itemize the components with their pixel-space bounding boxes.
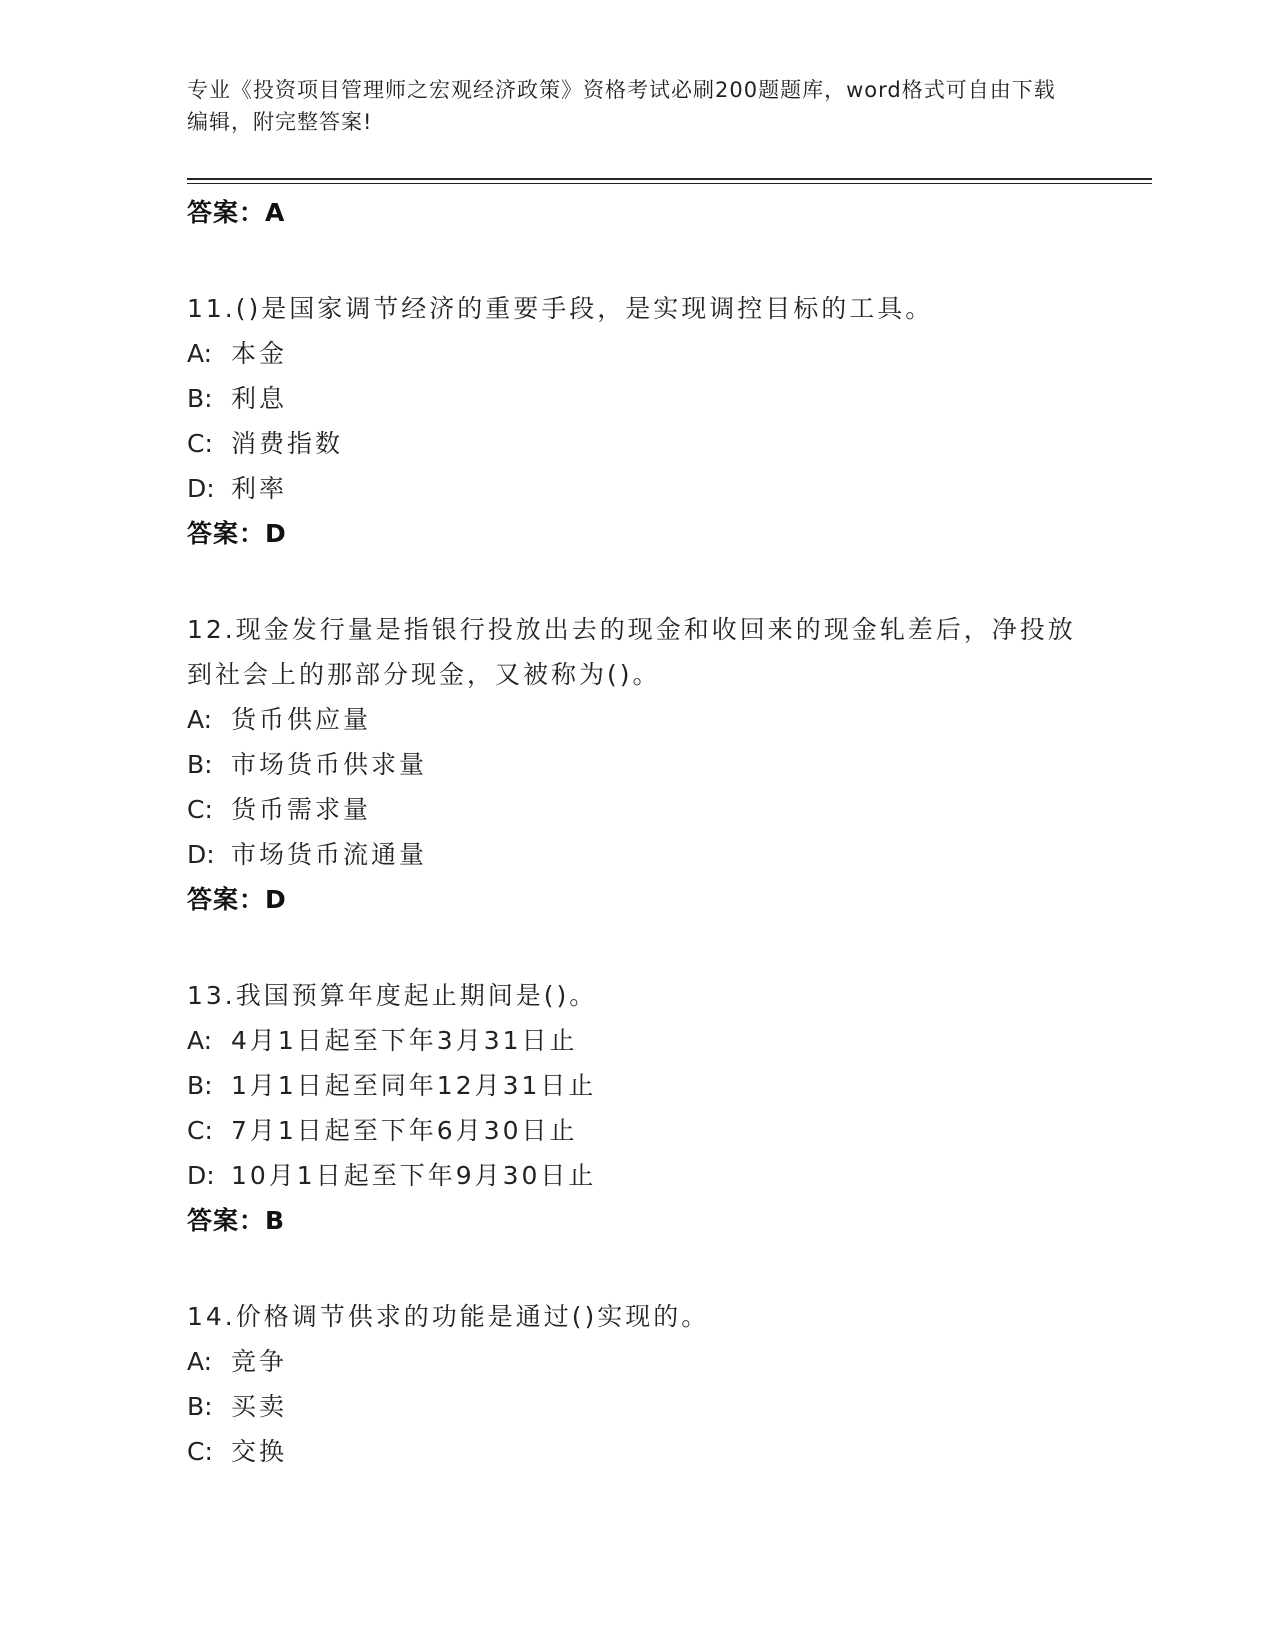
option-c [187, 421, 1087, 466]
option-text: 利率 [231, 474, 288, 503]
answer-value: D [265, 519, 287, 548]
answer-line [187, 1198, 1087, 1244]
option-key: A: [187, 339, 213, 368]
header-rule-thin [187, 183, 1152, 184]
option-text: 利息 [231, 384, 288, 413]
option-c [187, 787, 1087, 832]
option-a [187, 1018, 1087, 1063]
option-d [187, 832, 1087, 877]
option-key: C: [187, 429, 213, 458]
option-key: A: [187, 1347, 213, 1376]
answer-label: 答案： [187, 1206, 266, 1235]
answer-value: A [265, 198, 286, 227]
question-block [187, 973, 1087, 1244]
option-key: D: [187, 1161, 215, 1190]
option-text: 交换 [231, 1437, 288, 1466]
option-a [187, 697, 1087, 742]
option-key: A: [187, 1026, 213, 1055]
answer-label: 答案： [187, 885, 266, 914]
document-body [187, 190, 1087, 1474]
answer-line [187, 511, 1087, 557]
answer-value: D [265, 885, 287, 914]
option-key: B: [187, 384, 213, 413]
option-key: C: [187, 795, 213, 824]
option-text: 货币需求量 [231, 795, 372, 824]
option-a [187, 331, 1087, 376]
answer-label: 答案： [187, 519, 266, 548]
option-c [187, 1108, 1087, 1153]
question-block [187, 1294, 1087, 1474]
option-text: 买卖 [231, 1392, 288, 1421]
answer-label: 答案： [187, 198, 266, 227]
option-key: B: [187, 1071, 213, 1100]
option-text: 10月1日起至下年9月30日止 [231, 1161, 597, 1190]
option-text: 1月1日起至同年12月31日止 [231, 1071, 597, 1100]
option-key: C: [187, 1437, 213, 1466]
option-b [187, 742, 1087, 787]
option-key: A: [187, 705, 213, 734]
option-text: 本金 [231, 339, 288, 368]
option-text: 4月1日起至下年3月31日止 [231, 1026, 578, 1055]
answer-line [187, 190, 1087, 236]
option-d [187, 466, 1087, 511]
option-d [187, 1153, 1087, 1198]
option-text: 消费指数 [231, 429, 344, 458]
option-key: D: [187, 474, 215, 503]
header-rule-thick [187, 178, 1152, 180]
answer-line [187, 877, 1087, 923]
option-key: C: [187, 1116, 213, 1145]
question-stem: 12.现金发行量是指银行投放出去的现金和收回来的现金轧差后，净投放到社会上的那部分现金，又被称为()。 [187, 615, 1076, 689]
question-block [187, 607, 1087, 923]
option-c [187, 1429, 1087, 1474]
option-text: 竞争 [231, 1347, 288, 1376]
option-key: B: [187, 750, 213, 779]
option-text: 货币供应量 [231, 705, 372, 734]
page-header: 专业《投资项目管理师之宏观经济政策》资格考试必刷200题题库，word格式可自由下载编辑，附完整答案! [187, 78, 1056, 134]
answer-value: B [265, 1206, 286, 1235]
option-b [187, 1063, 1087, 1108]
question-stem: 11.()是国家调节经济的重要手段，是实现调控目标的工具。 [187, 294, 934, 323]
question-stem: 14.价格调节供求的功能是通过()实现的。 [187, 1302, 710, 1331]
option-b [187, 376, 1087, 421]
option-text: 市场货币流通量 [231, 840, 428, 869]
option-b [187, 1384, 1087, 1429]
option-key: D: [187, 840, 215, 869]
option-a [187, 1339, 1087, 1384]
option-text: 市场货币供求量 [231, 750, 428, 779]
question-stem: 13.我国预算年度起止期间是()。 [187, 981, 598, 1010]
question-block [187, 286, 1087, 557]
option-key: B: [187, 1392, 213, 1421]
option-text: 7月1日起至下年6月30日止 [231, 1116, 578, 1145]
